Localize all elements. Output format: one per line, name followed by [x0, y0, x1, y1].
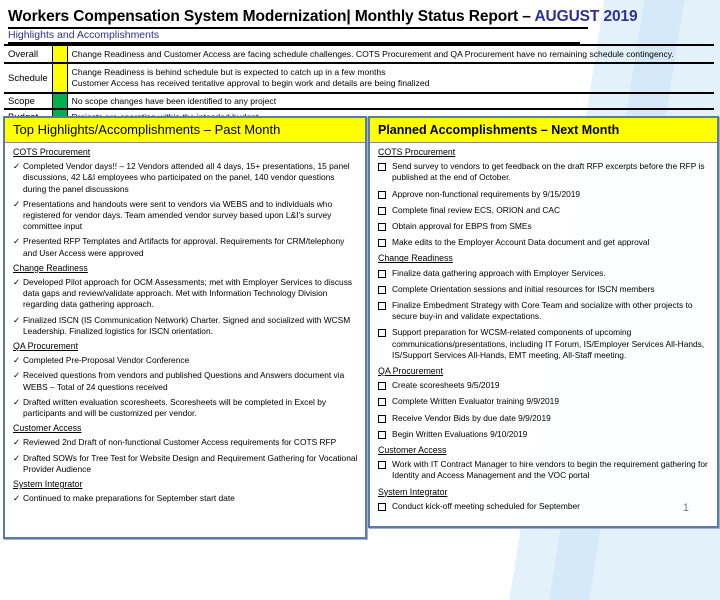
checkbox-icon — [378, 223, 386, 231]
checkmark-icon: ✓ — [13, 236, 21, 247]
section-title: COTS Procurement — [378, 147, 456, 157]
checkmark-icon: ✓ — [13, 396, 21, 407]
checkbox-icon — [378, 415, 386, 423]
list-item: Make edits to the Employer Account Data document and get approval — [378, 237, 711, 248]
status-indicator-yellow — [53, 46, 67, 62]
checkbox-icon — [378, 163, 386, 171]
checkbox-icon — [378, 329, 386, 337]
list-item: ✓ Drafted SOWs for Tree Test for Website Design and Requirement Gathering for Vocational Provider Audience — [13, 452, 358, 474]
list-item: Approve non-functional requirements by 9/15/2019 — [378, 189, 711, 200]
list-item: ✓ Completed Vendor days!! – 12 Vendors attended all 4 days, 15+ presentations, 15 panel discussions, 42 L&I employees who participated on the panel, 140 vendor questions during the panel discussions — [13, 161, 350, 194]
status-summary-table — [4, 44, 714, 127]
list-item: Support preparation for WCSM-related components of upcoming communications/presentations, including IT Forum, IS/Employer Services All-Hands, IS/Support Services All-Hands, EMT meeting, All-Staff meeting. — [378, 327, 711, 361]
checkmark-icon: ✓ — [13, 452, 21, 463]
list-item: Obtain approval for EBPS from SMEs — [378, 221, 711, 232]
status-row-scope — [4, 93, 714, 109]
checkmark-icon: ✓ — [13, 161, 21, 172]
list-item: Create scoresheets 9/5/2019 — [378, 380, 711, 391]
section-title: Customer Access — [378, 445, 447, 456]
list-item: ✓ Drafted written evaluation scoresheets. Scoresheets will be completed in Excel by participants and will be customized per vendor. — [13, 396, 327, 419]
checkmark-icon: ✓ — [13, 314, 21, 325]
list-item: Finalize data gathering approach with Employer Services. — [378, 268, 711, 279]
page-number: 1 — [682, 502, 689, 514]
section-title: System Integrator — [378, 486, 448, 497]
checkmark-icon: ✓ — [13, 198, 21, 209]
list-item: ✓ Continued to make preparations for September start date — [13, 493, 235, 504]
list-item: ✓ Completed Pre-Proposal Vendor Conference — [13, 355, 190, 366]
section-title: Change Readiness — [13, 262, 88, 273]
list-item: ✓ Presentations and handouts were sent to vendors via WEBS and to individuals who registered for vendor days. Team amended vendor survey based upon L&I’s survey committee input — [13, 198, 333, 232]
list-item: Work with IT Contract Manager to hire vendors to begin the requirement gathering for Identity and Access Management and the VOC portal — [378, 459, 711, 481]
status-text: Customer Access has received tentative approval to begin work and details are being finalized — [71, 78, 430, 88]
checkbox-icon — [378, 239, 386, 247]
status-row-schedule — [4, 63, 714, 93]
status-label: Scope — [4, 93, 52, 109]
status-text: No scope changes have been identified to any project — [71, 95, 277, 106]
list-item: ✓ Finalized ISCN (IS Communication Network) Charter. Signed and socialized with WCSM Leadership. Finalized logistics for ISCN orientation. — [13, 314, 351, 336]
list-item: Complete Written Evaluator training 9/9/2019 — [378, 396, 711, 407]
checkbox-icon — [378, 503, 386, 511]
checkmark-icon: ✓ — [13, 370, 21, 381]
section-title: Change Readiness — [378, 253, 453, 264]
section-title: QA Procurement — [378, 366, 444, 377]
title-text: Workers Compensation System Modernization| Monthly Status Report – — [8, 8, 535, 25]
title-month: AUGUST 2019 — [534, 8, 638, 25]
past-month-panel — [3, 116, 367, 539]
section-title: QA Procurement — [13, 341, 79, 352]
list-item: ✓ Received questions from vendors and published Questions and Answers document via WEBS – Total of 24 questions received — [13, 370, 345, 392]
section-title: System Integrator — [13, 479, 83, 490]
list-item: ✓ Presented RFP Templates and Artifacts for approval. Requirements for CRM/telephony and User Access were approved — [13, 236, 345, 258]
list-item: Receive Vendor Bids by due date 9/9/2019 — [378, 413, 711, 424]
checkbox-icon — [378, 302, 386, 310]
checkbox-icon — [378, 461, 386, 469]
page-subtitle: Highlights and Accomplishments — [8, 29, 580, 44]
status-text: Change Readiness is behind schedule but is expected to catch up in a few months — [71, 67, 386, 77]
page-title — [8, 8, 638, 29]
list-item: Begin Written Evaluations 9/10/2019 — [378, 429, 711, 440]
section-title: COTS Procurement — [13, 147, 91, 157]
status-label: Schedule — [4, 63, 52, 93]
checkmark-icon: ✓ — [13, 493, 21, 504]
status-label: Overall — [4, 45, 52, 63]
checkbox-icon — [378, 398, 386, 406]
list-item: ✓ Reviewed 2nd Draft of non-functional Customer Access requirements for COTS RFP — [13, 437, 337, 448]
checkbox-icon — [378, 270, 386, 278]
past-month-heading: Top Highlights/Accomplishments – Past Month — [5, 118, 365, 143]
section-title: Customer Access — [13, 423, 82, 434]
list-item: Finalize Embedment Strategy with Core Team and socialize with other projects to secure buy-in and validate expectations. — [378, 300, 711, 322]
checkbox-icon — [378, 207, 386, 215]
checkmark-icon: ✓ — [13, 277, 21, 288]
status-row-overall — [4, 45, 714, 63]
list-item: Complete Orientation sessions and initial resources for ISCN members — [378, 284, 711, 295]
list-item: ✓ Developed Pilot approach for OCM Assessments; met with Employer Services to discuss data gaps and review/validate approach. Met with Information Technology Division regarding data gathering approach. — [13, 277, 353, 310]
list-item: Conduct kick-off meeting scheduled for September — [378, 501, 711, 512]
status-text: Change Readiness and Customer Access are facing schedule challenges. COTS Procurement and QA Procurement have no remaining schedule contingency. — [71, 48, 674, 59]
checkbox-icon — [378, 286, 386, 294]
next-month-heading: Planned Accomplishments – Next Month — [370, 118, 717, 143]
checkbox-icon — [378, 191, 386, 199]
checkbox-icon — [378, 431, 386, 439]
checkmark-icon: ✓ — [13, 437, 21, 448]
status-indicator-green — [53, 94, 67, 108]
list-item: Send survey to vendors to get feedback on the draft RFP excerpts before the RFP is published at the end of October. — [378, 161, 711, 183]
checkmark-icon: ✓ — [13, 355, 21, 366]
list-item: Complete final review ECS, ORION and CAC — [378, 205, 711, 216]
status-indicator-yellow — [53, 64, 67, 92]
next-month-panel — [368, 116, 719, 528]
checkbox-icon — [378, 382, 386, 390]
